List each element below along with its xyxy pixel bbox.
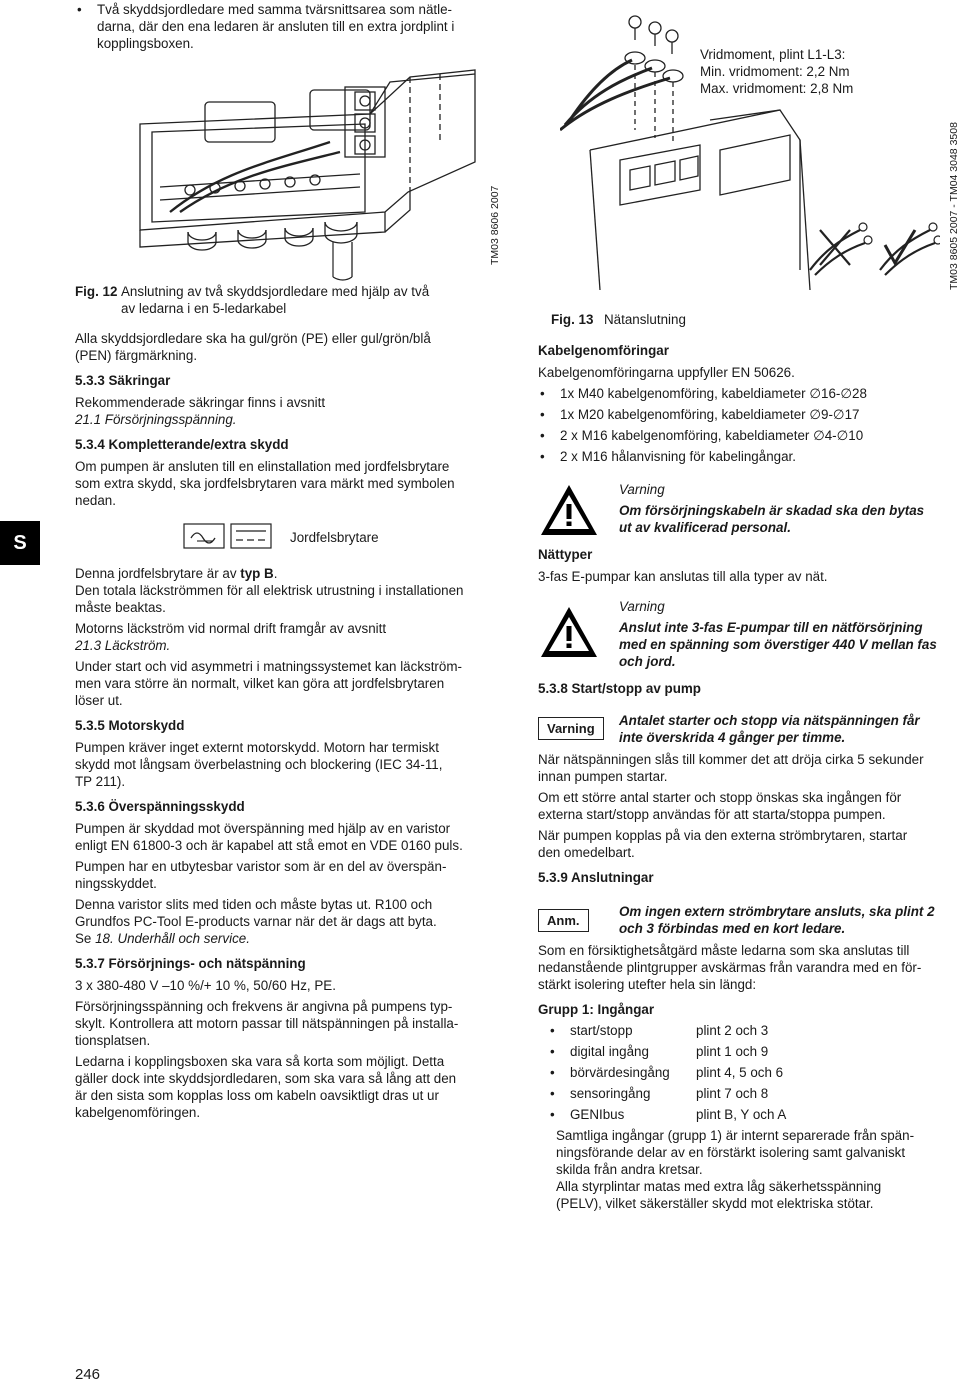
list-item: • sensoringång plint 7 och 8 (548, 1085, 960, 1102)
fig12-caption-line: Anslutning av två skyddsjordledare med hjälp av två (121, 284, 430, 299)
pen-paragraph: Alla skyddsjordledare ska ha gul/grön (PE) eller gul/grön/blå (PEN) färgmärkning. (75, 331, 431, 363)
warning-2 (619, 598, 959, 670)
list-item: • 2 x M16 kabelgenomföring, kabeldiameter ∅4-∅10 (538, 427, 958, 444)
cable-entries-list (538, 385, 958, 465)
section-5-3-6-text-c: Denna varistor slits med tiden och måste bytas ut. R100 och Grundfos PC-Tool E-products varnar när det är dags att byta. Se 18. Underhåll och service. (75, 897, 437, 946)
warning-1-title: Varning (619, 482, 665, 497)
list-item: • 1x M20 kabelgenomföring, kabeldiameter ∅9-∅17 (538, 406, 958, 423)
varning-box (538, 717, 604, 740)
warning-1 (619, 481, 959, 536)
group-1-isolation-text: Samtliga ingångar (grupp 1) är internt separerade från spän- ningsförande delar av en förstärkt isolering samt galvaniskt skilda från andra kretsar. (556, 1128, 915, 1177)
shielding-text: Som en försiktighetsåtgärd måste ledarna som ska anslutas till nedanstående plintgrupper avskärmas från varandra med en för- stärkt isolering utefter hela sin längd: (538, 943, 922, 992)
fig12-caption-line: av ledarna i en 5-ledarkabel (121, 301, 287, 316)
network-types (538, 546, 958, 585)
section-5-3-9-heading: 5.3.9 Anslutningar (538, 870, 654, 885)
rcd-type-text: Denna jordfelsbrytare är av typ B. (75, 566, 278, 581)
list-item: • Två skyddsjordledare med samma tvärsnittsarea som nätle- darna, där den ena ledaren är ansluten till en extra jordplint i kopplingsboxen. (75, 1, 505, 52)
warning-3-text: Antalet starter och stopp via nätspänningen får inte överskrida 4 gånger per timme. (619, 713, 920, 745)
section-5-3-4-text: Om pumpen är ansluten till en elinstallation med jordfelsbrytare som extra skydd, ska jordfelsbrytaren vara märkt med symbolen nedan. (75, 459, 455, 508)
section-5-3-8-heading: 5.3.8 Start/stopp av pump (538, 681, 701, 696)
anm-label: Anm. (538, 909, 589, 932)
section-5-3-3-reference: 21.1 Försörjningsspänning. (75, 412, 237, 427)
section-5-3-6-reference: 18. Underhåll och service. (95, 931, 250, 946)
motor-leakage-reference: 21.3 Läckström. (75, 638, 171, 653)
right-body (538, 342, 958, 465)
section-5-3-6-text-b: Pumpen har en utbytesbar varistor som är en del av överspän- ningsskyddet. (75, 859, 447, 891)
section-5-3-7-text-a: 3 x 380-480 V –10 %/+ 10 %, 50/60 Hz, PE. (75, 978, 336, 993)
fig12-drawing-code: TM03 8606 2007 (489, 185, 501, 265)
rcd-symbol-label: Jordfelsbrytare (290, 530, 379, 545)
list-item: • GENIbus plint B, Y och A (548, 1106, 960, 1123)
start-delay-text: När nätspänningen slås till kommer det att dröja cirka 5 sekunder innan pumpen startar. (538, 752, 924, 784)
fig12-terminal-box-illustration (130, 62, 490, 287)
section-5-3-5-text: Pumpen kräver inget externt motorskydd. Motorn har termiskt skydd mot långsam överbelastning och blockering (IEC 34-11, TP 211). (75, 740, 443, 789)
anm-text: Om ingen extern strömbrytare ansluts, ska plint 2 och 3 förbindas med en kort ledare. (619, 904, 935, 936)
section-5-3-5-heading: 5.3.5 Motorskydd (75, 718, 185, 733)
cable-entries-heading: Kabelgenomföringar (538, 343, 669, 358)
torque-line: Max. vridmoment: 2,8 Nm (700, 81, 854, 96)
list-item: • start/stopp plint 2 och 3 (548, 1022, 960, 1039)
varning-label: Varning (538, 717, 604, 740)
warning-2-text: Anslut inte 3-fas E-pumpar till en nätförsörjning med en spänning som överstiger 440 V mellan fas och jord. (619, 620, 937, 669)
anm-box (538, 909, 589, 932)
list-item: • 1x M40 kabelgenomföring, kabeldiameter ∅16-∅28 (538, 385, 958, 402)
section-5-3-7-text-c: Ledarna i kopplingsboxen ska vara så korta som möjligt. Detta gäller dock inte skyddsjordledaren, som ska vara så lång att den är den sista som kopplas loss om kabeln oavsiktligt dras ut ur kabelgenomföringen. (75, 1054, 457, 1120)
rcd-symbol-row (75, 519, 505, 563)
section-5-3-3-heading: 5.3.3 Säkringar (75, 373, 171, 388)
fig12-caption (75, 283, 505, 317)
external-start-stop-text: Om ett större antal starter och stopp önskas ska ingången för externa start/stopp användas för att starta/stoppa pumpen. (538, 790, 902, 822)
warning-triangle-icon (538, 604, 600, 660)
fig13-caption-text: Nätanslutning (604, 312, 686, 327)
section-5-3-6-text-a: Pumpen är skyddad mot överspänning med hjälp av en varistor enligt EN 61800-3 och är kapabel att stå emot en VDE 0160 puls. (75, 821, 463, 853)
warning-2-title: Varning (619, 599, 665, 614)
left-body (75, 330, 505, 1121)
section-5-3-3-text: Rekommenderade säkringar finns i avsnitt (75, 395, 326, 410)
network-types-heading: Nättyper (538, 547, 593, 562)
torque-spec (700, 46, 853, 97)
motor-leakage-text: Motorns läckström vid normal drift framgår av avsnitt (75, 621, 387, 636)
total-leakage-text: Den totala läckströmmen för all elektrisk utrustning i installationen måste beaktas. (75, 583, 464, 615)
section-5-3-8-body (538, 751, 960, 886)
start-asymmetry-text: Under start och vid asymmetri i matningssystemet kan läckström- men vara större än normalt, vilket kan göra att jordfelsbrytaren löser ut. (75, 659, 462, 708)
fig13-caption (551, 311, 686, 328)
list-item: • digital ingång plint 1 och 9 (548, 1043, 960, 1060)
section-5-3-7-text-b: Försörjningsspänning och frekvens är angivna på pumpens typ- skylt. Kontrollera att motorn passar till nätspänningen på installa- tionsplatsen. (75, 999, 459, 1048)
pelv-text: Alla styrplintar matas med extra låg säkerhetsspänning (PELV), vilket säkerställer skydd mot elektriska stötar. (556, 1179, 882, 1211)
fig13-drawing-code: TM03 8605 2007 - TM04 3048 3508 (948, 122, 960, 290)
network-types-text: 3-fas E-pumpar kan anslutas till alla typer av nät. (538, 569, 828, 584)
rcd-symbol-icon (183, 523, 273, 549)
section-5-3-6-heading: 5.3.6 Överspänningsskydd (75, 799, 245, 814)
torque-line: Vridmoment, plint L1-L3: (700, 47, 846, 62)
list-item: • börvärdesingång plint 4, 5 och 6 (548, 1064, 960, 1081)
section-5-3-9-body (538, 942, 960, 1212)
section-5-3-8 (538, 680, 958, 697)
left-column (75, 0, 505, 52)
group-1-list (548, 1022, 960, 1123)
warning-1-text: Om försörjningskabeln är skadad ska den bytas ut av kvalificerad personal. (619, 503, 925, 535)
fig12-label: Fig. 12 (75, 284, 118, 299)
external-switch-text: När pumpen kopplas på via den externa strömbrytaren, startar den omedelbart. (538, 828, 908, 860)
torque-line: Min. vridmoment: 2,2 Nm (700, 64, 850, 79)
cable-entries-text: Kabelgenomföringarna uppfyller EN 50626. (538, 365, 795, 380)
warning-triangle-icon (538, 482, 600, 538)
section-5-3-7-heading: 5.3.7 Försörjnings- och nätspänning (75, 956, 306, 971)
group-1-heading: Grupp 1: Ingångar (538, 1002, 655, 1017)
section-5-3-4-heading: 5.3.4 Kompletterande/extra skydd (75, 437, 289, 452)
fig13-label: Fig. 13 (551, 312, 594, 327)
list-item: • 2 x M16 hålanvisning för kabelingångar. (538, 448, 958, 465)
language-tab: S (0, 521, 40, 565)
page-number: 246 (75, 1366, 101, 1383)
top-bullet-list (75, 1, 505, 52)
